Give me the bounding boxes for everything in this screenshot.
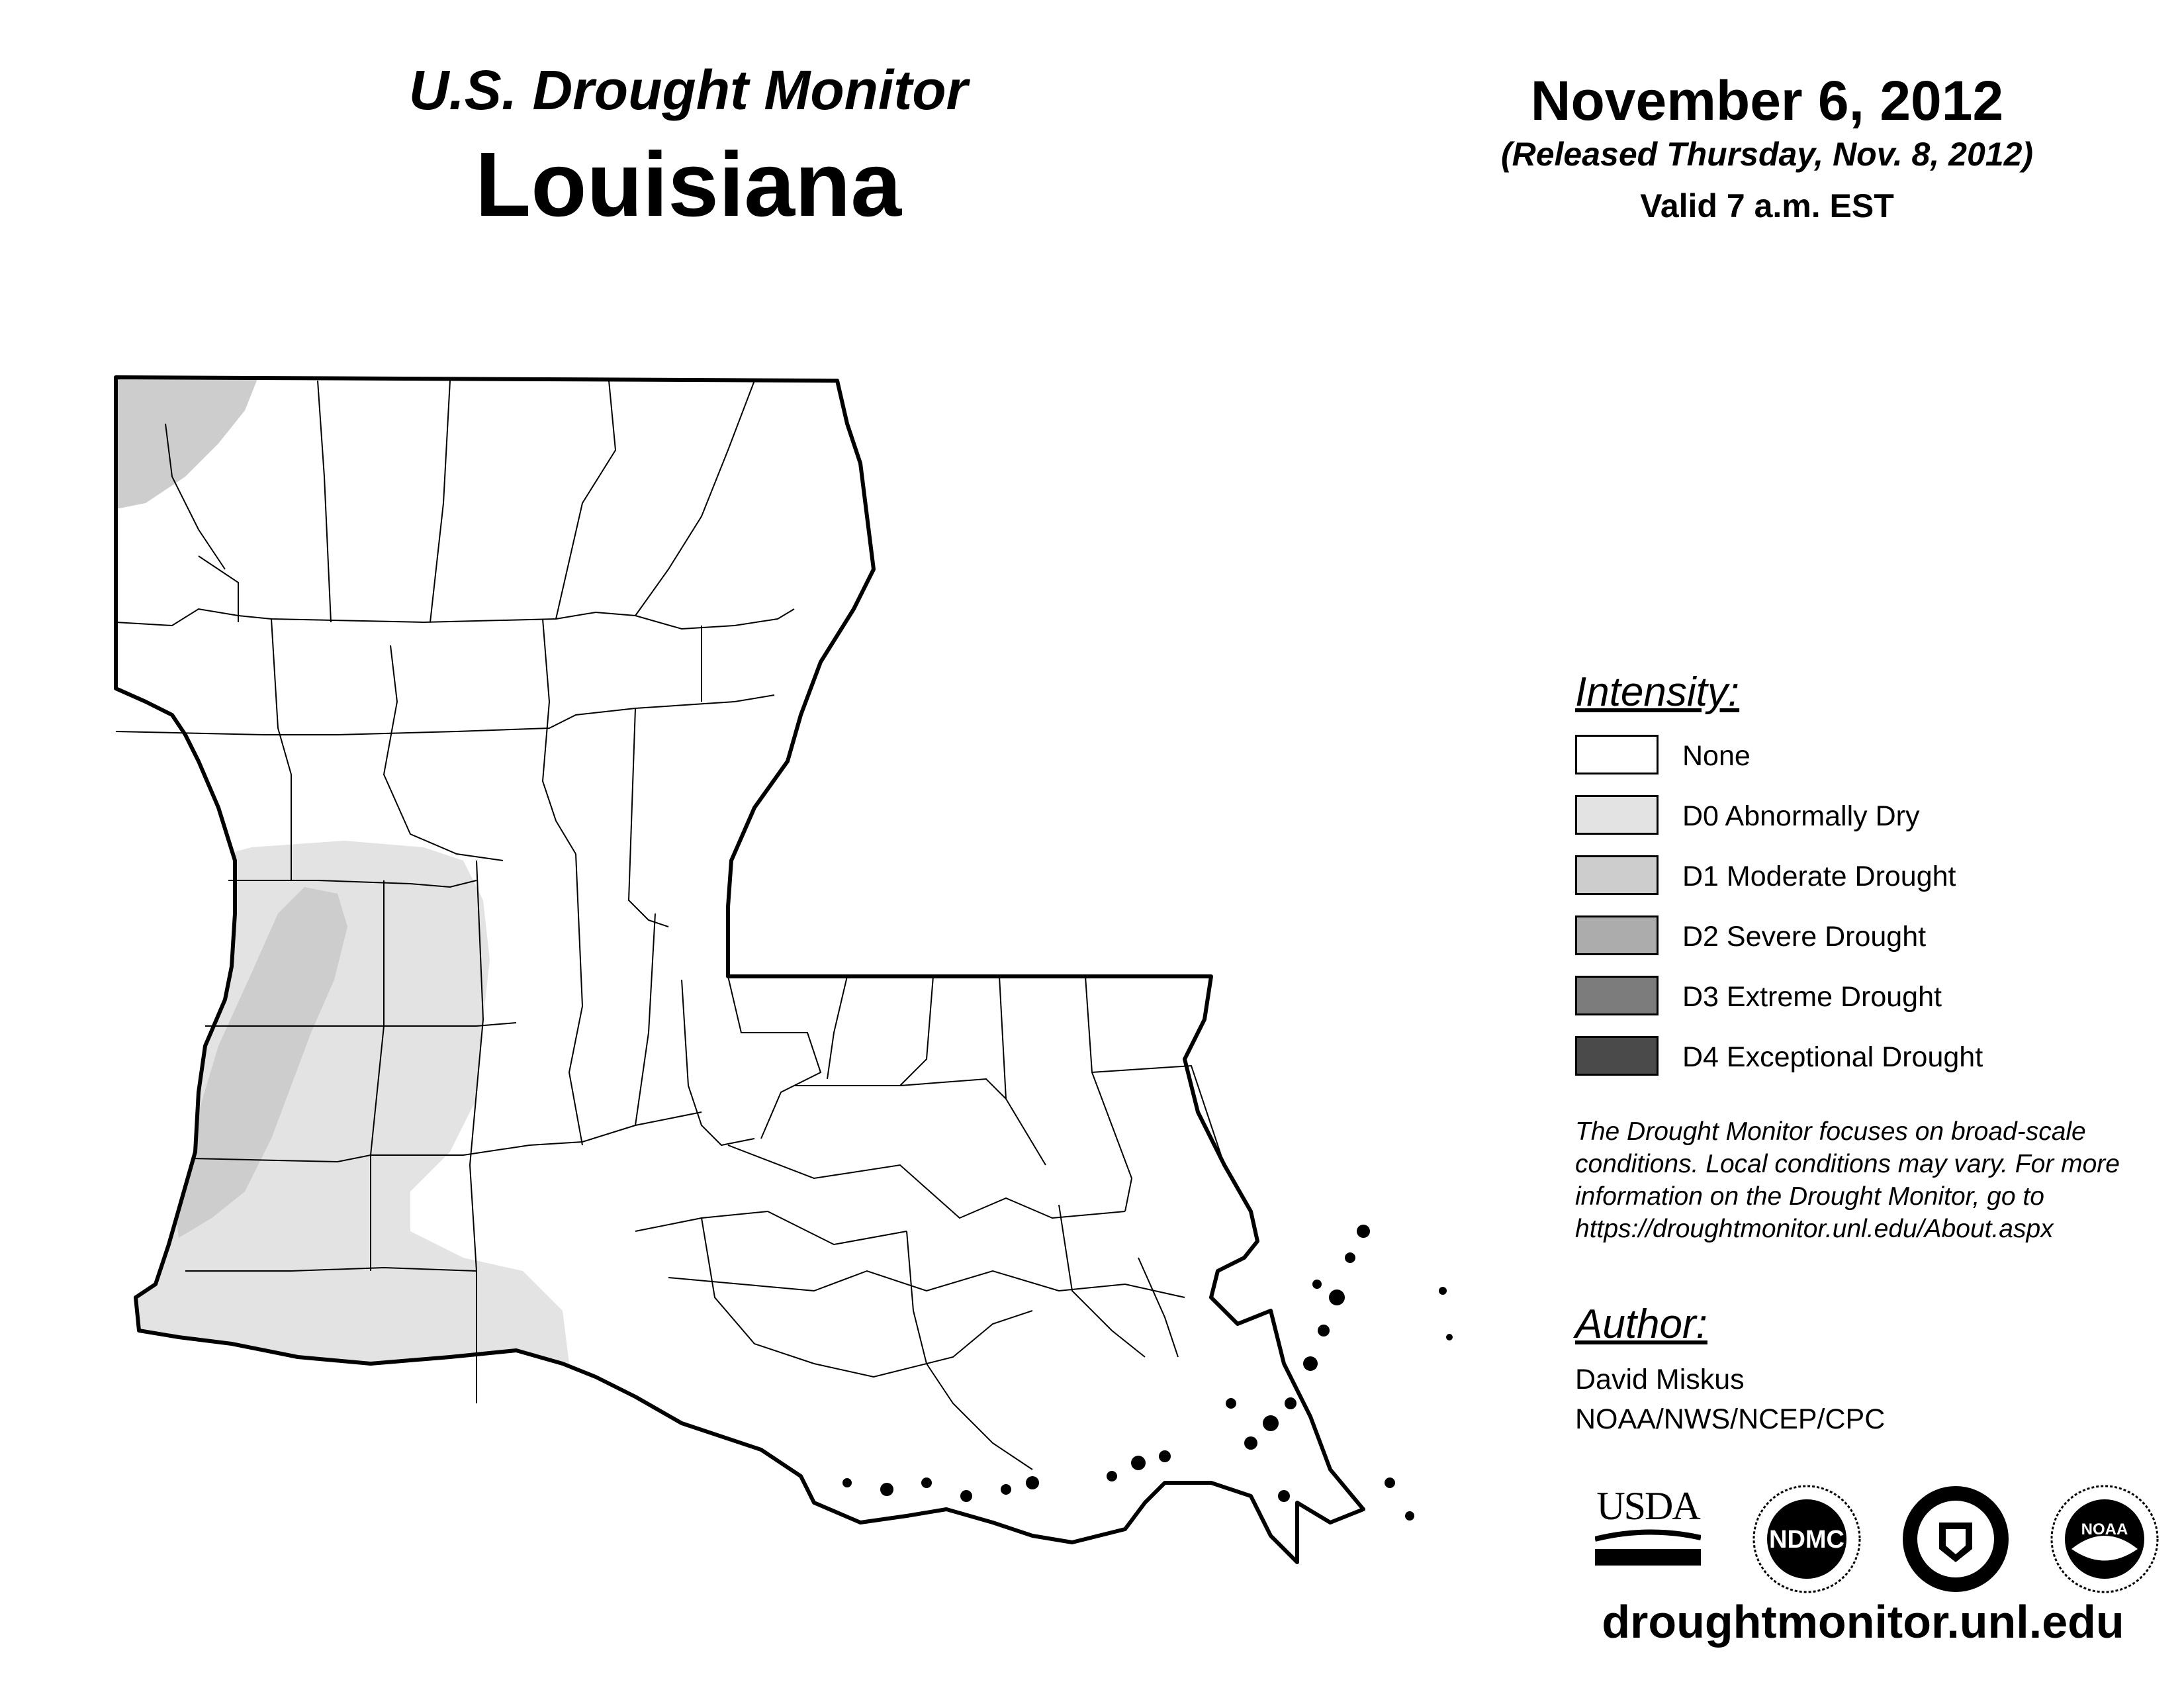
author-org: NOAA/NWS/NCEP/CPC: [1575, 1403, 1886, 1435]
ndmc-logo: [1751, 1483, 1863, 1595]
valid-time: Valid 7 a.m. EST: [1640, 187, 1894, 224]
noaa-logo: [2048, 1483, 2161, 1595]
legend-label: D2 Severe Drought: [1682, 921, 1927, 953]
map-date: November 6, 2012: [1530, 70, 2004, 132]
author-name: David Miskus: [1575, 1364, 1745, 1395]
website-link[interactable]: droughtmonitor.unl.edu: [1602, 1596, 2124, 1648]
legend-swatch-d0: [1575, 795, 1659, 835]
usda-logo: [1595, 1486, 1701, 1566]
release-date: (Released Thursday, Nov. 8, 2012): [1500, 136, 2034, 173]
usda-logo-waves: [1595, 1526, 1701, 1566]
legend-label: None: [1682, 740, 1751, 772]
product-title: U.S. Drought Monitor: [408, 59, 968, 121]
legend-swatch-d1: [1575, 855, 1659, 895]
legend-swatch-none: [1575, 735, 1659, 774]
ndmc-logo-text: NDMC: [1769, 1526, 1844, 1554]
noaa-logo-text: NOAA: [2081, 1521, 2128, 1538]
legend-swatch-d3: [1575, 976, 1659, 1015]
legend-label: D4 Exceptional Drought: [1682, 1041, 1983, 1073]
state-title: Louisiana: [475, 134, 902, 236]
legend-label: D0 Abnormally Dry: [1682, 800, 1920, 832]
legend-swatch-d2: [1575, 915, 1659, 955]
disclaimer-note: The Drought Monitor focuses on broad-scale conditions. Local conditions may vary. For more information on the Drought Monitor, go to https://droughtmonitor.unl.edu/About.aspx: [1575, 1117, 2120, 1243]
legend-label: D3 Extreme Drought: [1682, 981, 1942, 1013]
legend-swatch-d4: [1575, 1036, 1659, 1076]
author-heading: Author:: [1575, 1301, 1707, 1347]
commerce-seal: [1899, 1483, 2012, 1595]
legend-heading: Intensity:: [1575, 669, 1740, 715]
legend-label: D1 Moderate Drought: [1682, 861, 1956, 892]
usda-logo-text: USDA: [1596, 1484, 1700, 1528]
